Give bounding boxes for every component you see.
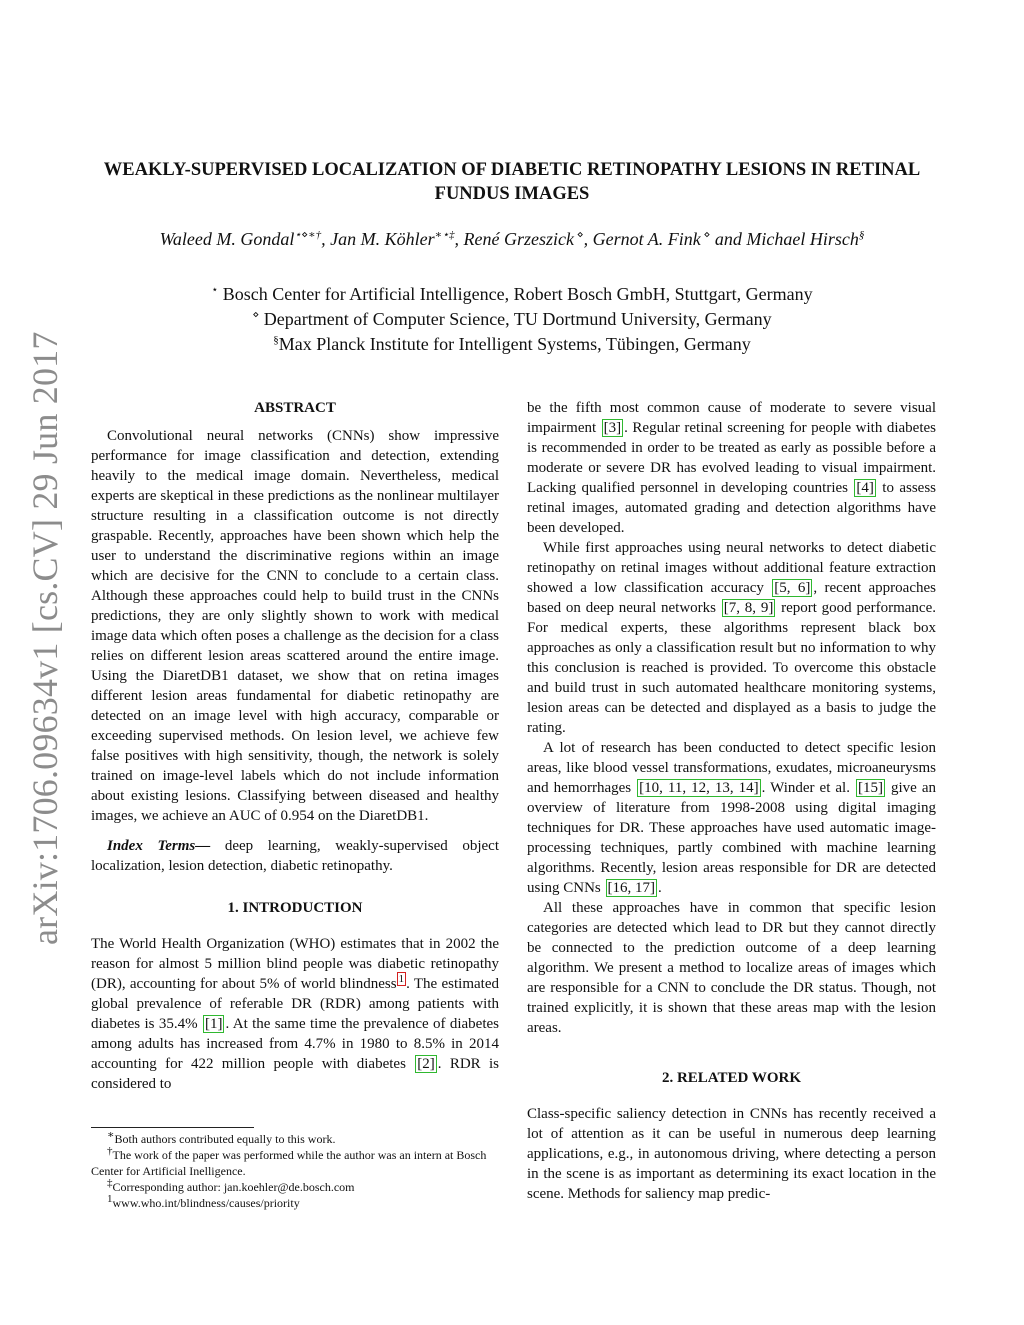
text-run: . RDR is considered to bbox=[91, 1056, 499, 1092]
introduction-heading: 1. INTRODUCTION bbox=[227, 900, 363, 916]
author-affiliation-marks: ⋆⋄∗† bbox=[294, 229, 322, 241]
author-separator: , bbox=[454, 229, 464, 249]
footnote-text: Corresponding author: jan.koehler@de.bosch.com bbox=[112, 1180, 355, 1194]
affiliation-line bbox=[100, 282, 924, 307]
footnote-mark: ‡ bbox=[107, 1177, 113, 1189]
affiliation-mark: ⋆ bbox=[211, 284, 219, 296]
author-separator: , bbox=[583, 229, 593, 249]
text-run: , recent approaches based on deep neural networks bbox=[527, 580, 936, 616]
text-run: . At the same time the prevalence of diabetes among adults has increased from 4.7% in 1980 to 8.5% in 2014 accounting for 422 million people with diabetes bbox=[91, 1016, 499, 1072]
left-column bbox=[91, 398, 499, 1094]
affiliation-text: Department of Computer Science, TU Dortmund University, Germany bbox=[259, 309, 772, 329]
affiliation-mark: ⋄ bbox=[252, 309, 260, 321]
affiliations bbox=[100, 282, 924, 357]
author-affiliation-marks: § bbox=[858, 229, 865, 241]
citation-link[interactable]: [4] bbox=[856, 480, 874, 496]
paper-title: WEAKLY-SUPERVISED LOCALIZATION OF DIABETIC RETINOPATHY LESIONS IN RETINAL FUNDUS IMAGES bbox=[103, 160, 921, 204]
right-column bbox=[527, 398, 936, 1204]
text-run: be the fifth most common cause of moderate to severe visual impairment bbox=[527, 400, 936, 436]
author-affiliation-marks: ∗⋆‡ bbox=[434, 229, 455, 241]
intro-paragraph-continued bbox=[527, 398, 936, 538]
intro-paragraph: All these approaches have in common that specific lesion categories are detected which lead to DR but they cannot directly be connected to the prediction outcome of a deep learning algorithm. We present a method to localize areas of images which are responsible for a CNN to conclude the DR status. Though, not trained explicitly, it is shown that these areas map with the lesion areas. bbox=[527, 900, 936, 1036]
footnote bbox=[91, 1179, 499, 1195]
footnote-text: www.who.int/blindness/causes/priority bbox=[112, 1196, 300, 1210]
index-terms-text: deep learning, weakly-supervised object localization, lesion detection, diabetic retinopathy. bbox=[91, 838, 499, 874]
footnote-text: Both authors contributed equally to this work. bbox=[114, 1132, 336, 1146]
text-run: report good performance. For medical experts, these algorithms represent black box approaches as only a classification result but no information to why this conclusion is reached is provided. To overcome this obstacle and build trust in such automated healthcare monitoring systems, lesion areas can be detected and displayed as a basis to judge the rating. bbox=[527, 600, 936, 736]
related-work-heading: 2. RELATED WORK bbox=[661, 1070, 802, 1086]
text-run: . bbox=[658, 880, 662, 896]
footnote bbox=[91, 1147, 499, 1179]
text-run: A lot of research has been conducted to detect specific lesion areas, like blood vessel transformations, exudates, microaneurysms and hemorrhages bbox=[527, 740, 936, 796]
citation-link[interactable]: [2] bbox=[417, 1056, 435, 1072]
author-separator: , bbox=[321, 229, 331, 249]
author-name: Gernot A. Fink bbox=[592, 229, 701, 249]
text-run: While first approaches using neural networks to detect diabetic retinopathy on retinal images without additional feature extraction showed a low classification accuracy bbox=[527, 540, 936, 596]
footnote bbox=[91, 1195, 499, 1211]
related-work-paragraph: Class-specific saliency detection in CNNs has recently received a lot of attention as it can be useful in numerous deep learning applications, e.g., in autonomous driving, where detecting a person in the scene is as important as determining its exact location in the scene. Methods for saliency map predic- bbox=[527, 1106, 936, 1202]
intro-paragraph bbox=[91, 934, 499, 1094]
arxiv-identifier: arXiv:1706.09634v1 [cs.CV] 29 Jun 2017 bbox=[25, 331, 65, 945]
footnote-mark: ∗ bbox=[107, 1129, 115, 1141]
author-affiliation-marks: ⋄ bbox=[700, 229, 711, 241]
text-run: . Winder et al. bbox=[761, 780, 855, 796]
footnote-text: The work of the paper was performed while the author was an intern at Bosch Center for Artificial Inelligence. bbox=[91, 1148, 487, 1178]
text-run: . The estimated global prevalence of referable DR (RDR) among patients with diabetes is 35.4% bbox=[91, 976, 499, 1032]
author-name: Jan M. Köhler bbox=[330, 229, 435, 249]
affiliation-mark: § bbox=[273, 334, 279, 346]
citation-link[interactable]: [5, 6] bbox=[774, 580, 811, 596]
intro-paragraph bbox=[527, 738, 936, 898]
footnote bbox=[91, 1131, 499, 1147]
affiliation-text: Max Planck Institute for Intelligent Systems, Tübingen, Germany bbox=[278, 334, 751, 354]
footnote-link[interactable]: 1 bbox=[398, 973, 405, 985]
citation-link[interactable]: [16, 17] bbox=[607, 880, 656, 896]
text-run: The World Health Organization (WHO) estimates that in 2002 the reason for almost 5 million blind people was diabetic retinopathy (DR), accounting for about 5% of world blindness bbox=[91, 936, 499, 992]
text-run: to assess retinal images, automated grading and detection algorithms have been developed. bbox=[527, 480, 936, 536]
author-name: René Grzeszick bbox=[463, 229, 574, 249]
citation-link[interactable]: [15] bbox=[857, 780, 883, 796]
author-name: Michael Hirsch bbox=[746, 229, 859, 249]
index-terms-label: Index Terms— bbox=[107, 838, 211, 854]
author-list bbox=[80, 229, 944, 250]
footnote-rule bbox=[91, 1127, 254, 1128]
citation-link[interactable]: [7, 8, 9] bbox=[723, 600, 774, 616]
text-run: give an overview of literature from 1998-2008 using digital imaging techniques for DR. These approaches have used automatic image-processing techniques, partly combined with machine learning algorithms. Recently, lesion areas responsible for DR are detected using CNNs bbox=[527, 780, 936, 896]
author-name: Waleed M. Gondal bbox=[159, 229, 295, 249]
citation-link[interactable]: [1] bbox=[204, 1016, 223, 1032]
index-terms bbox=[91, 836, 499, 876]
abstract-text: Convolutional neural networks (CNNs) show impressive performance for image classification and detection, extending heavily to the medical image domain. Nevertheless, medical experts are skeptical in these predictions as the nonlinear multilayer structure resulting in a classification outcome is not directly graspable. Recently, approaches have been shown which help the user to understand the discriminative regions within an image which are decisive for the CNN to conclude to a certain class. Although these approaches could help to build trust in the CNNs predictions, they are only slightly shown to work with medical image data which often poses a challenge as the decision for a class relies on different lesion areas scattered around the entire image. Using the DiaretDB1 dataset, we show that on retina images different lesion areas fundamental for diabetic retinopathy are detected on an image level with high accuracy, comparable or exceeding supervised methods. On lesion level, we achieve few false positives with high sensitivity, though, the network is solely trained on image-level labels which do not include information about existing lesions. Classifying between diseased and healthy images, we achieve an AUC of 0.954 on the DiaretDB1. bbox=[91, 428, 499, 824]
affiliation-line bbox=[100, 332, 924, 357]
abstract-heading: ABSTRACT bbox=[254, 400, 336, 416]
citation-link[interactable]: [3] bbox=[603, 420, 622, 436]
footnote-mark: † bbox=[107, 1145, 113, 1157]
affiliation-line bbox=[100, 307, 924, 332]
author-affiliation-marks: ⋄ bbox=[573, 229, 584, 241]
intro-paragraph bbox=[527, 538, 936, 738]
text-run: . Regular retinal screening for people with diabetes is recommended in order to be treated as early as possible before a moderate or severe DR has evolved leading to visual impairment. Lacking qualified personnel in developing countries bbox=[527, 420, 936, 496]
author-separator: and bbox=[710, 229, 747, 249]
affiliation-text: Bosch Center for Artificial Intelligence, Robert Bosch GmbH, Stuttgart, Germany bbox=[218, 284, 813, 304]
footnote-mark: 1 bbox=[107, 1193, 113, 1205]
citation-link[interactable]: [10, 11, 12, 13, 14] bbox=[639, 780, 759, 796]
footnotes bbox=[91, 1127, 499, 1211]
